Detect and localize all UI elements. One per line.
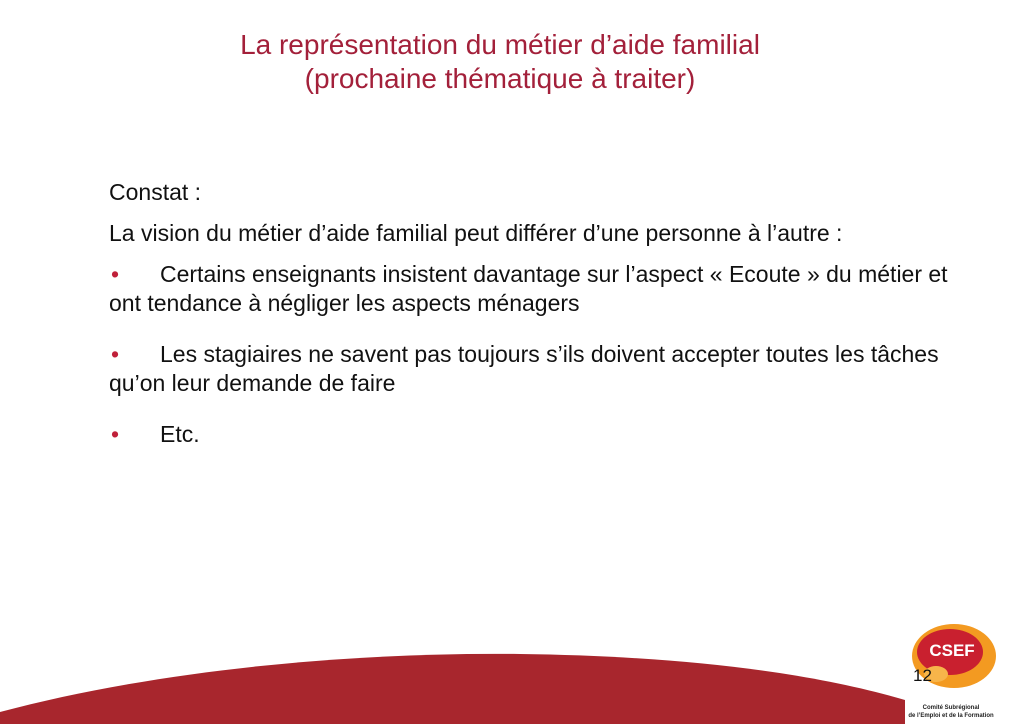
constat-label: Constat :	[109, 179, 202, 205]
page-title	[0, 28, 1000, 96]
logo-shape-icon	[896, 622, 1006, 704]
logo-subtitle-1: Comité Subrégional	[922, 705, 980, 711]
page-number: 12	[913, 666, 932, 685]
bullet-item	[109, 340, 959, 398]
title-line-2: (prochaine thématique à traiter)	[304, 63, 696, 94]
title-line-1: La représentation du métier d’aide familial	[240, 29, 760, 60]
bullet-text: Etc.	[160, 421, 200, 447]
bullet-icon: •	[111, 341, 120, 367]
bullet-text: Les stagiaires ne savent pas toujours s’ils doivent accepter toutes les tâches qu’on leur demande de faire	[109, 341, 939, 396]
bullet-item	[109, 260, 959, 318]
slide-body	[109, 178, 959, 471]
intro-text: La vision du métier d’aide familial peut différer d’une personne à l’autre :	[109, 220, 843, 246]
bullet-item	[109, 420, 959, 449]
bullet-text: Certains enseignants insistent davantage sur l’aspect « Ecoute » du métier et ont tendance à négliger les aspects ménagers	[109, 261, 948, 316]
logo-name: CSEF	[929, 641, 975, 660]
logo-subtitle-2: de l’Emploi et de la Formation	[908, 713, 994, 719]
bullet-icon: •	[111, 261, 120, 287]
bullet-icon: •	[111, 421, 120, 447]
